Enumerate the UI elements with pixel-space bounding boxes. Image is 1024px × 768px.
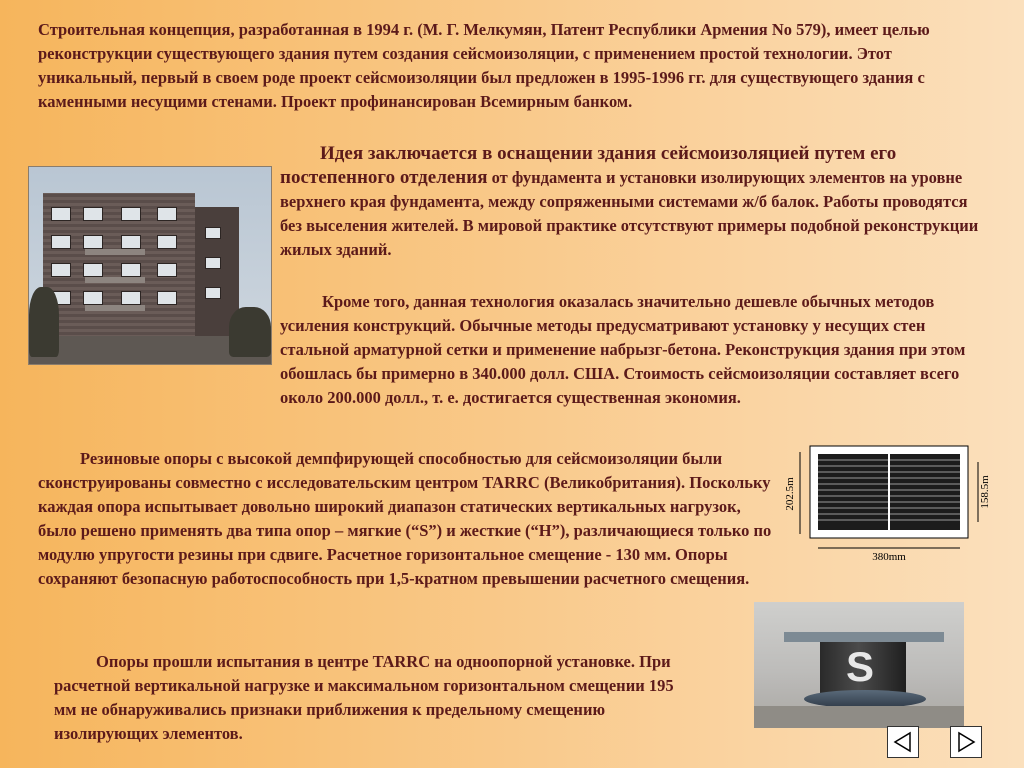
idea-paragraph <box>280 142 985 262</box>
bearing-diagram <box>778 444 1002 568</box>
triangle-left-icon <box>892 731 914 753</box>
bearings-paragraph: Резиновые опоры с высокой демпфирующей способностью для сейсмоизоляции были сконструированы совместно с исследовательским центром TARRC (Великобритания). Поскольку каждая опора испытывает довольно широкий диапазон статических вертикальных нагрузок, было решено применять два типа опор – мягкие (“S”) и жесткие (“H”), различающиеся только по модулю упругости резины при сдвиге. Расчетное горизонтальное смещение - 130 мм. Опоры сохраняют безопасную работоспособность при 1,5-кратном превышении расчетного смещения. <box>38 449 772 588</box>
next-slide-button[interactable] <box>950 726 982 758</box>
triangle-right-icon <box>955 731 977 753</box>
diagram-height-left: 202.5m <box>784 477 796 511</box>
cost-paragraph: Кроме того, данная технология оказалась значительно дешевле обычных методов усиления конструкций. Обычные методы предусматривают установку у несущих стен стальной арматурной сетки и применение набрызг-бетона. Реконструкция здания при этом обошлась бы примерно в 340.000 долл. США. Стоимость сейсмоизоляции составляет всего около 200.000 долл., т. е. достигается существенная экономия. <box>280 292 966 407</box>
bearing-photo <box>754 602 964 728</box>
diagram-width: 380mm <box>872 551 906 563</box>
prev-slide-button[interactable] <box>887 726 919 758</box>
building-photo <box>28 166 272 365</box>
idea-lead: Идея заключается в оснащении здания сейсмоизоляцией путем его постепенного отделения <box>280 143 897 188</box>
idea-rest: от фундамента и установки изолирующих элементов на уровне верхнего края фундамента, между сопряженными системами ж/б балок. Работы проводятся без выселения жителей. В мировой практике отсутствуют примеры подобной реконструкции жилых зданий. <box>280 168 979 259</box>
bearing-s-label: S <box>845 643 874 690</box>
tests-paragraph: Опоры прошли испытания в центре TARRC на одноопорной установке. При расчетной вертикальной нагрузке и максимальном горизонтальном смещении 195 мм не обнаруживались признаки приближения к предельному смещению изолирующих элементов. <box>54 652 674 743</box>
intro-paragraph: Строительная концепция, разработанная в 1994 г. (М. Г. Мелкумян, Патент Республики Армения No 579), имеет целью реконструкции существующего здания путем создания сейсмоизоляции, с применением простой технологии. Этот уникальный, первый в своем роде проект сейсмоизоляции был предложен в 1995-1996 гг. для существующего здания с каменными несущими стенами. Проект профинансирован Всемирным банком. <box>38 20 930 111</box>
diagram-height-right: 158.5m <box>979 475 991 509</box>
